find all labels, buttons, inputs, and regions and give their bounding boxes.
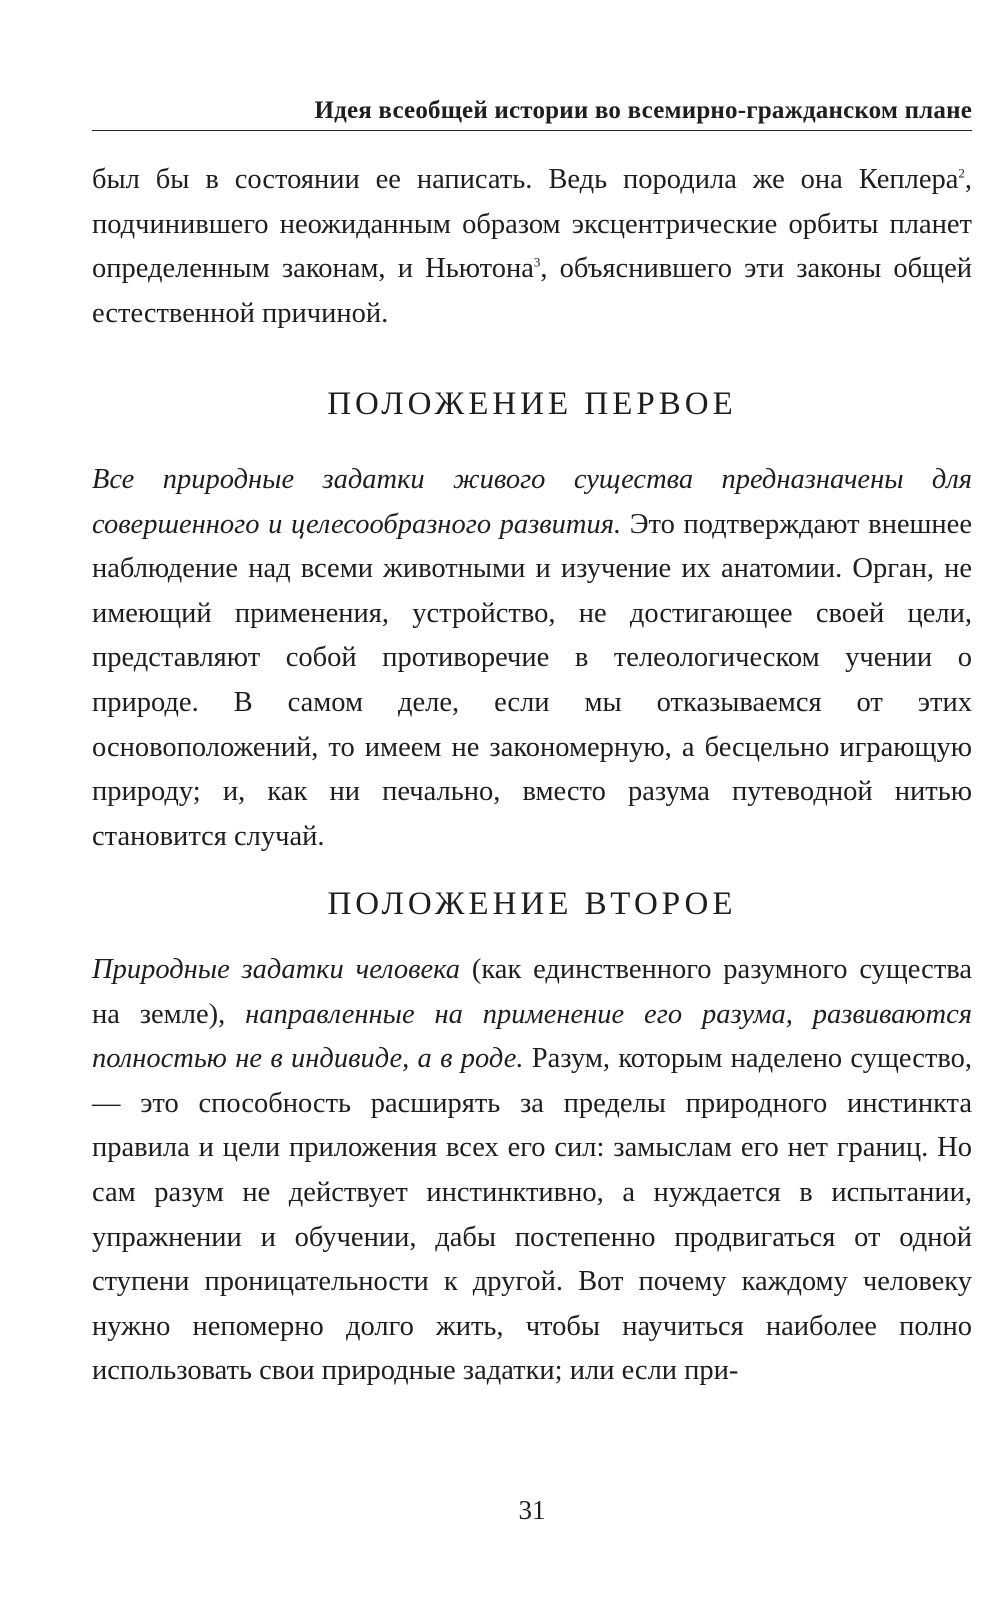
thesis-emphasis: направленные на применение его разума, развиваются полностью не в индивиде, а в роде. [92, 998, 972, 1075]
thesis-emphasis: Все природные задатки живого существа предназначены для совершенного и целесообразного развития. [92, 464, 972, 540]
page-number: 31 [518, 1495, 546, 1525]
section-heading-first: ПОЛОЖЕНИЕ ПЕРВОЕ [327, 386, 737, 422]
section-second-paragraph [92, 948, 972, 1394]
paragraph-text: , подчинившего неожиданным образом эксцентрические орбиты планет определенным законам, и Ньютона [92, 164, 972, 285]
footnote-ref-3: 3 [533, 254, 541, 270]
paragraph-text: , объяснившего эти законы общей естественной причиной. [92, 253, 972, 329]
paragraph-text: Это подтверждают внешнее наблюдение над всеми животными и изучение их анатомии. Орган, не имеющий применения, устройство, не достигающее своей цели, представляют собой противоречие в телеологическом учении о природе. В самом деле, если мы отказываемся от этих основоположений, то имеем не закономерную, а бесцельно играющую природу; и, как ни печально, вместо разума путеводной нитью становится случай. [92, 508, 972, 852]
paragraph-text: (как единственного разумного существа на земле), [92, 954, 972, 1030]
running-head: Идея всеобщей истории во всемирно-гражданском плане [314, 97, 972, 124]
header-rule [92, 130, 972, 131]
paragraph-text: Разум, которым наделено существо, — это способность расширять за пределы природного инстинкта правила и цели приложения всех его сил: замыслам его нет границ. Но сам разум не действует инстинктивно, а нуждается в испытании, упражнении и обучении, дабы постепенно продвигаться от одной ступени проницательности к другой. Вот почему каждому человеку нужно непомерно долго жить, чтобы научиться наиболее полно использовать свои природные задатки; или если при- [92, 1043, 972, 1387]
thesis-emphasis: Природные задатки человека [92, 954, 461, 985]
section-first-paragraph [92, 458, 972, 859]
section-heading-second: ПОЛОЖЕНИЕ ВТОРОЕ [327, 886, 737, 922]
paragraph-text: был бы в состоянии ее написать. Ведь породила же она Кеплера [92, 164, 959, 195]
footnote-ref-2: 2 [958, 165, 965, 181]
paragraph-continuation [92, 158, 972, 336]
book-page [92, 0, 972, 1601]
